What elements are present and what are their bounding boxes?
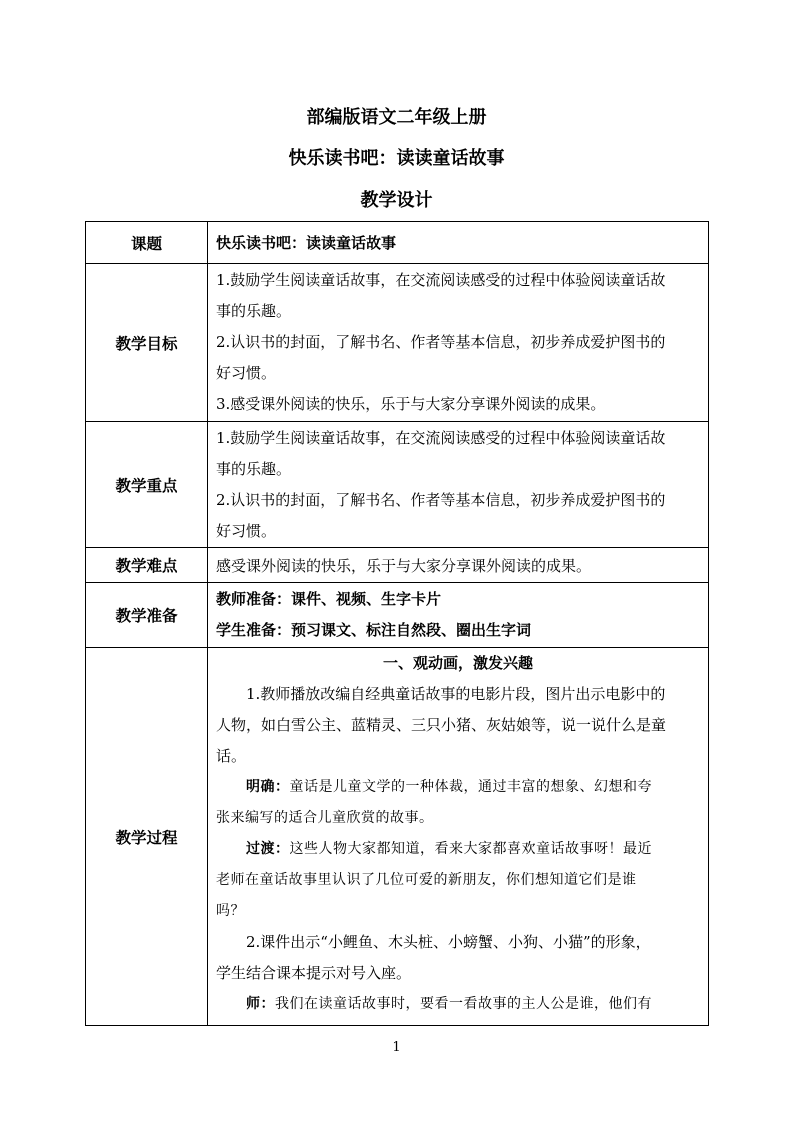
table-row-process xyxy=(86,648,709,1026)
row-label-key-points: 教学重点 xyxy=(86,422,208,548)
topic-value: 快乐读书吧：读读童话故事 xyxy=(208,222,709,264)
table-row-key-points xyxy=(86,422,709,548)
teacher-line xyxy=(216,989,700,1020)
row-label-objectives: 教学目标 xyxy=(86,264,208,422)
process-paragraph-line: 2.课件出示“小鲤鱼、木头桩、小螃蟹、小狗、小猫”的形象， xyxy=(246,933,651,951)
objectives-line: 1.鼓励学生阅读童话故事，在交流阅读感受的过程中体验阅读童话故 xyxy=(216,271,666,289)
objectives-line: 2.认识书的封面，了解书名、作者等基本信息，初步养成爱护图书的 xyxy=(216,333,666,351)
transition-text: 这些人物大家都知道，看来大家都喜欢童话故事呀！最近 xyxy=(289,841,652,857)
table-row-topic xyxy=(86,222,709,264)
difficulty-value: 感受课外阅读的快乐，乐于与大家分享课外阅读的成果。 xyxy=(208,548,709,583)
clarification-label: 明确： xyxy=(246,779,290,795)
key-points-line: 事的乐趣。 xyxy=(216,459,292,478)
row-label-process: 教学过程 xyxy=(86,648,208,1026)
lesson-plan-table xyxy=(85,221,709,1026)
key-points-line: 2.认识书的封面，了解书名、作者等基本信息，初步养成爱护图书的 xyxy=(216,490,666,509)
clarification-line xyxy=(216,772,700,803)
teacher-preparation: 教师准备：课件、视频、生字卡片 xyxy=(216,590,442,608)
process-paragraph-line: 学生结合课本提示对号入座。 xyxy=(216,964,412,982)
transition-line: 吗？ xyxy=(216,903,245,919)
objectives-content xyxy=(208,264,709,422)
process-paragraph-line: 人物，如白雪公主、蓝精灵、三只小猪、灰姑娘等，说一说什么是童 xyxy=(216,716,667,734)
row-label-preparation: 教学准备 xyxy=(86,583,208,648)
key-points-line: 1.鼓励学生阅读童话故事，在交流阅读感受的过程中体验阅读童话故 xyxy=(216,428,666,447)
document-title: 部编版语文二年级上册 xyxy=(306,107,487,128)
process-paragraph-line: 话。 xyxy=(216,747,247,765)
transition-label: 过渡： xyxy=(246,841,290,857)
teacher-text: 我们在读童话故事时，要看一看故事的主人公是谁，他们有 xyxy=(275,996,652,1012)
row-label-difficulty: 教学难点 xyxy=(86,548,208,583)
process-content xyxy=(208,648,709,1026)
key-points-line: 好习惯。 xyxy=(216,521,277,540)
table-row-difficulty xyxy=(86,548,709,583)
table-row-objectives xyxy=(86,264,709,422)
key-points-content xyxy=(208,422,709,548)
transition-line xyxy=(216,834,700,865)
transition-line: 老师在童话故事里认识了几位可爱的新朋友，你们想知道它们是谁 xyxy=(216,872,637,888)
lesson-title: 快乐读书吧：读读童话故事 xyxy=(288,148,505,169)
objectives-line: 好习惯。 xyxy=(216,364,277,382)
student-preparation: 学生准备：预习课文、标注自然段、圈出生字词 xyxy=(216,621,532,639)
process-paragraph-line: 1.教师播放改编自经典童话故事的电影片段，图片出示电影中的 xyxy=(246,685,666,703)
objectives-line: 事的乐趣。 xyxy=(216,302,292,320)
row-label-topic: 课题 xyxy=(86,222,208,264)
section-heading: 一、观动画，激发兴趣 xyxy=(382,654,533,672)
clarification-line: 张来编写的适合儿童欣赏的故事。 xyxy=(216,810,434,826)
teacher-label: 师： xyxy=(246,996,275,1012)
preparation-content xyxy=(208,583,709,648)
page-number: 1 xyxy=(392,1040,401,1055)
objectives-line: 3.感受课外阅读的快乐，乐于与大家分享课外阅读的成果。 xyxy=(216,395,606,413)
clarification-text: 童话是儿童文学的一种体裁，通过丰富的想象、幻想和夸 xyxy=(289,779,652,795)
document-subtitle: 教学设计 xyxy=(360,190,433,211)
table-row-preparation xyxy=(86,583,709,648)
